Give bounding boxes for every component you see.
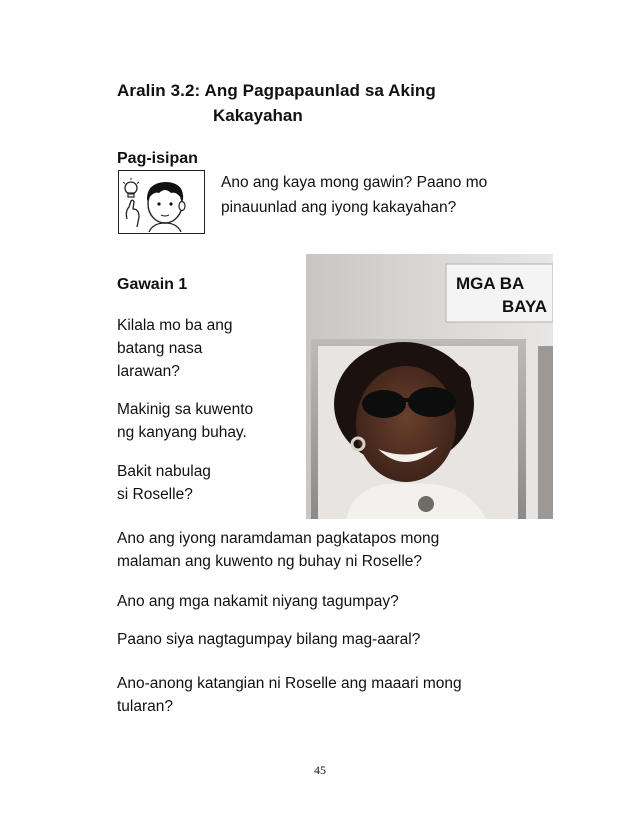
page-number: 45 <box>314 763 326 777</box>
roselle-photo <box>306 254 553 519</box>
question-tagumpay: Ano ang mga nakamit niyang tagumpay? <box>117 593 399 610</box>
pag-isipan-line2: pinauunlad ang iyong kakayahan? <box>221 199 457 216</box>
lesson-title-line2: Kakayahan <box>213 106 303 125</box>
pag-isipan-question <box>221 170 487 220</box>
question-katangian <box>117 672 462 718</box>
pag-isipan-line1: Ano ang kaya mong gawin? Paano mo <box>221 174 488 191</box>
pag-isipan-heading: Pag-isipan <box>117 150 198 167</box>
question-naramdaman <box>117 527 439 573</box>
text-line: tularan? <box>117 698 174 715</box>
text-line: batang nasa <box>117 340 203 357</box>
question-bakit-nabulag <box>117 460 211 506</box>
text-line: Kilala mo ba ang <box>117 317 233 334</box>
question-paano-nagtagumpay: Paano siya nagtagumpay bilang mag-aaral? <box>117 631 421 648</box>
thinking-boy-icon <box>119 171 203 232</box>
sign-text-1: MGA BA <box>456 274 525 293</box>
text-line: Bakit nabulag <box>117 463 211 480</box>
text-line: Makinig sa kuwento <box>117 401 254 418</box>
lesson-title-line1: Aralin 3.2: Ang Pagpapaunlad sa Aking <box>117 81 436 100</box>
question-kilala <box>117 314 232 383</box>
text-line: Ano ang iyong naramdaman pagkatapos mong <box>117 530 440 547</box>
gawain-1-heading: Gawain 1 <box>117 276 188 293</box>
sign-text-2: BAYA <box>502 297 548 316</box>
text-line: Ano-anong katangian ni Roselle ang maaari mong <box>117 675 462 692</box>
text-line: ng kanyang buhay. <box>117 424 247 441</box>
thinking-boy-illustration <box>118 170 205 234</box>
text-line: larawan? <box>117 363 180 380</box>
text-line: si Roselle? <box>117 486 193 503</box>
text-line: malaman ang kuwento ng buhay ni Roselle? <box>117 553 423 570</box>
instruction-makinig <box>117 398 253 444</box>
